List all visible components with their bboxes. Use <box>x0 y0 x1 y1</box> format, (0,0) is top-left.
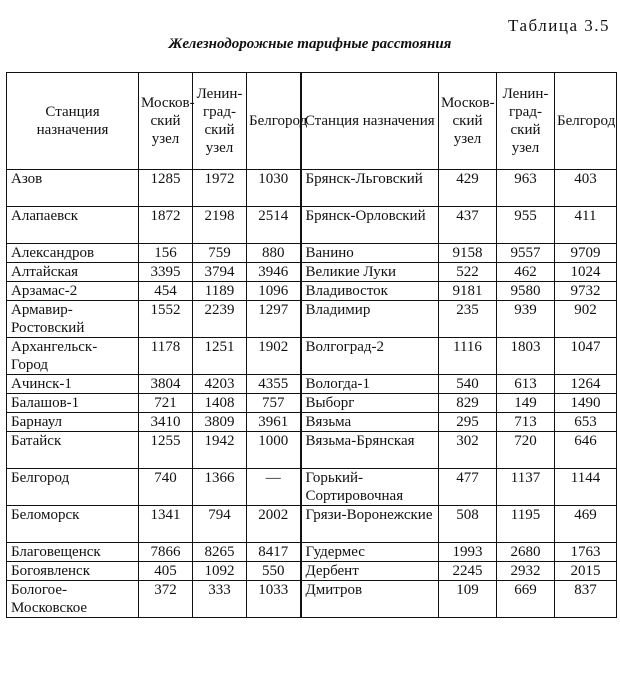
moscow-distance-cell: 1285 <box>139 170 193 207</box>
header-moscow: Москов-ский узел <box>439 73 497 170</box>
table-row <box>7 301 617 338</box>
moscow-distance-cell: 9181 <box>439 282 497 301</box>
leningrad-distance-cell: 1189 <box>193 282 247 301</box>
table-caption: Таблица 3.5 <box>508 16 610 35</box>
leningrad-distance-cell: 2932 <box>497 562 555 581</box>
table-row <box>7 207 617 244</box>
leningrad-distance-cell: 613 <box>497 375 555 394</box>
table-body <box>7 170 617 618</box>
tariff-table <box>6 72 617 618</box>
leningrad-distance-cell: 8265 <box>193 543 247 562</box>
moscow-distance-cell: 477 <box>439 469 497 506</box>
leningrad-distance-cell: 9580 <box>497 282 555 301</box>
table-row <box>7 394 617 413</box>
belgorod-distance-cell: 1030 <box>247 170 301 207</box>
header-station: Станция назначения <box>301 73 439 170</box>
moscow-distance-cell: 829 <box>439 394 497 413</box>
table-row <box>7 244 617 263</box>
station-cell: Гудермес <box>301 543 439 562</box>
station-cell: Горький-Сортировочная <box>301 469 439 506</box>
leningrad-distance-cell: 1803 <box>497 338 555 375</box>
belgorod-distance-cell: 403 <box>555 170 617 207</box>
belgorod-distance-cell: 1000 <box>247 432 301 469</box>
moscow-distance-cell: 109 <box>439 581 497 618</box>
leningrad-distance-cell: 794 <box>193 506 247 543</box>
table-row <box>7 282 617 301</box>
leningrad-distance-cell: 3794 <box>193 263 247 282</box>
belgorod-distance-cell: 3946 <box>247 263 301 282</box>
table-row <box>7 413 617 432</box>
station-cell: Архангельск-Город <box>7 338 139 375</box>
station-cell: Азов <box>7 170 139 207</box>
station-cell: Дмитров <box>301 581 439 618</box>
moscow-distance-cell: 1116 <box>439 338 497 375</box>
table-row <box>7 506 617 543</box>
leningrad-distance-cell: 2239 <box>193 301 247 338</box>
station-cell: Богоявленск <box>7 562 139 581</box>
belgorod-distance-cell: 1902 <box>247 338 301 375</box>
moscow-distance-cell: 235 <box>439 301 497 338</box>
belgorod-distance-cell: 1763 <box>555 543 617 562</box>
station-cell: Вязьма-Брянская <box>301 432 439 469</box>
station-cell: Грязи-Воронежские <box>301 506 439 543</box>
station-cell: Великие Луки <box>301 263 439 282</box>
station-cell: Александров <box>7 244 139 263</box>
station-cell: Батайск <box>7 432 139 469</box>
table-row <box>7 338 617 375</box>
moscow-distance-cell: 3395 <box>139 263 193 282</box>
table-row <box>7 469 617 506</box>
belgorod-distance-cell: — <box>247 469 301 506</box>
belgorod-distance-cell: 469 <box>555 506 617 543</box>
moscow-distance-cell: 740 <box>139 469 193 506</box>
belgorod-distance-cell: 1144 <box>555 469 617 506</box>
leningrad-distance-cell: 462 <box>497 263 555 282</box>
moscow-distance-cell: 3410 <box>139 413 193 432</box>
moscow-distance-cell: 7866 <box>139 543 193 562</box>
table-row <box>7 170 617 207</box>
belgorod-distance-cell: 1047 <box>555 338 617 375</box>
header-leningrad: Ленин-град-ский узел <box>193 73 247 170</box>
station-cell: Ванино <box>301 244 439 263</box>
moscow-distance-cell: 1993 <box>439 543 497 562</box>
station-cell: Благовещенск <box>7 543 139 562</box>
table-row <box>7 375 617 394</box>
station-cell: Армавир-Ростовский <box>7 301 139 338</box>
station-cell: Владимир <box>301 301 439 338</box>
belgorod-distance-cell: 2002 <box>247 506 301 543</box>
belgorod-distance-cell: 646 <box>555 432 617 469</box>
header-leningrad: Ленин-град-ский узел <box>497 73 555 170</box>
leningrad-distance-cell: 939 <box>497 301 555 338</box>
moscow-distance-cell: 508 <box>439 506 497 543</box>
moscow-distance-cell: 1341 <box>139 506 193 543</box>
moscow-distance-cell: 721 <box>139 394 193 413</box>
station-cell: Ачинск-1 <box>7 375 139 394</box>
leningrad-distance-cell: 955 <box>497 207 555 244</box>
leningrad-distance-cell: 669 <box>497 581 555 618</box>
moscow-distance-cell: 429 <box>439 170 497 207</box>
belgorod-distance-cell: 1033 <box>247 581 301 618</box>
belgorod-distance-cell: 902 <box>555 301 617 338</box>
header-moscow: Москов-ский узел <box>139 73 193 170</box>
station-cell: Брянск-Льговский <box>301 170 439 207</box>
belgorod-distance-cell: 880 <box>247 244 301 263</box>
station-cell: Вязьма <box>301 413 439 432</box>
leningrad-distance-cell: 720 <box>497 432 555 469</box>
moscow-distance-cell: 405 <box>139 562 193 581</box>
leningrad-distance-cell: 1408 <box>193 394 247 413</box>
belgorod-distance-cell: 757 <box>247 394 301 413</box>
moscow-distance-cell: 437 <box>439 207 497 244</box>
leningrad-distance-cell: 333 <box>193 581 247 618</box>
moscow-distance-cell: 1178 <box>139 338 193 375</box>
moscow-distance-cell: 295 <box>439 413 497 432</box>
header-station: Станция назначения <box>7 73 139 170</box>
leningrad-distance-cell: 759 <box>193 244 247 263</box>
station-cell: Арзамас-2 <box>7 282 139 301</box>
belgorod-distance-cell: 1297 <box>247 301 301 338</box>
station-cell: Алапаевск <box>7 207 139 244</box>
station-cell: Волгоград-2 <box>301 338 439 375</box>
belgorod-distance-cell: 1264 <box>555 375 617 394</box>
belgorod-distance-cell: 1096 <box>247 282 301 301</box>
leningrad-distance-cell: 963 <box>497 170 555 207</box>
moscow-distance-cell: 156 <box>139 244 193 263</box>
station-cell: Барнаул <box>7 413 139 432</box>
moscow-distance-cell: 1552 <box>139 301 193 338</box>
station-cell: Бологое-Московское <box>7 581 139 618</box>
belgorod-distance-cell: 1490 <box>555 394 617 413</box>
moscow-distance-cell: 9158 <box>439 244 497 263</box>
station-cell: Балашов-1 <box>7 394 139 413</box>
belgorod-distance-cell: 411 <box>555 207 617 244</box>
leningrad-distance-cell: 1092 <box>193 562 247 581</box>
station-cell: Белгород <box>7 469 139 506</box>
station-cell: Владивосток <box>301 282 439 301</box>
leningrad-distance-cell: 1195 <box>497 506 555 543</box>
moscow-distance-cell: 1872 <box>139 207 193 244</box>
belgorod-distance-cell: 9732 <box>555 282 617 301</box>
moscow-distance-cell: 1255 <box>139 432 193 469</box>
header-belgorod: Белгород <box>555 73 617 170</box>
header-row <box>7 73 617 170</box>
belgorod-distance-cell: 9709 <box>555 244 617 263</box>
belgorod-distance-cell: 3961 <box>247 413 301 432</box>
moscow-distance-cell: 454 <box>139 282 193 301</box>
station-cell: Выборг <box>301 394 439 413</box>
moscow-distance-cell: 3804 <box>139 375 193 394</box>
leningrad-distance-cell: 2198 <box>193 207 247 244</box>
leningrad-distance-cell: 1137 <box>497 469 555 506</box>
station-cell: Дербент <box>301 562 439 581</box>
leningrad-distance-cell: 2680 <box>497 543 555 562</box>
station-cell: Брянск-Орловский <box>301 207 439 244</box>
table-title: Железнодорожные тарифные расстояния <box>168 36 452 52</box>
belgorod-distance-cell: 837 <box>555 581 617 618</box>
leningrad-distance-cell: 4203 <box>193 375 247 394</box>
leningrad-distance-cell: 1366 <box>193 469 247 506</box>
station-cell: Алтайская <box>7 263 139 282</box>
belgorod-distance-cell: 653 <box>555 413 617 432</box>
moscow-distance-cell: 2245 <box>439 562 497 581</box>
belgorod-distance-cell: 1024 <box>555 263 617 282</box>
table-row <box>7 562 617 581</box>
belgorod-distance-cell: 2514 <box>247 207 301 244</box>
station-cell: Вологда-1 <box>301 375 439 394</box>
station-cell: Беломорск <box>7 506 139 543</box>
moscow-distance-cell: 522 <box>439 263 497 282</box>
leningrad-distance-cell: 1942 <box>193 432 247 469</box>
belgorod-distance-cell: 8417 <box>247 543 301 562</box>
leningrad-distance-cell: 1251 <box>193 338 247 375</box>
leningrad-distance-cell: 1972 <box>193 170 247 207</box>
moscow-distance-cell: 302 <box>439 432 497 469</box>
belgorod-distance-cell: 550 <box>247 562 301 581</box>
table-row <box>7 543 617 562</box>
belgorod-distance-cell: 4355 <box>247 375 301 394</box>
belgorod-distance-cell: 2015 <box>555 562 617 581</box>
table-row <box>7 581 617 618</box>
table-row <box>7 263 617 282</box>
leningrad-distance-cell: 713 <box>497 413 555 432</box>
moscow-distance-cell: 372 <box>139 581 193 618</box>
table-row <box>7 432 617 469</box>
leningrad-distance-cell: 149 <box>497 394 555 413</box>
leningrad-distance-cell: 9557 <box>497 244 555 263</box>
moscow-distance-cell: 540 <box>439 375 497 394</box>
header-belgorod: Белгород <box>247 73 301 170</box>
leningrad-distance-cell: 3809 <box>193 413 247 432</box>
